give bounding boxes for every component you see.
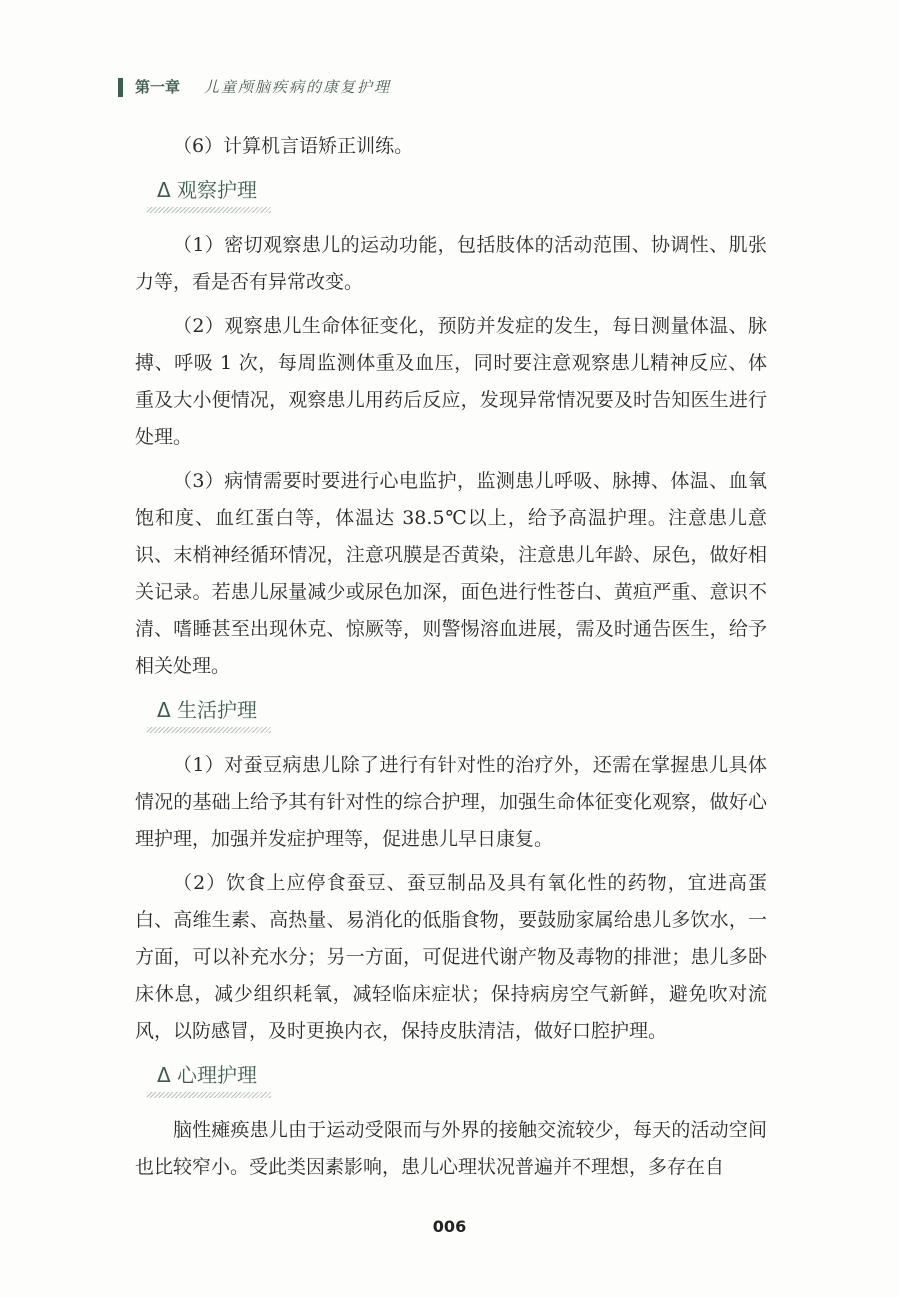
- chapter-label: 第一章: [135, 78, 181, 96]
- paragraph: （2）观察患儿生命体征变化，预防并发症的发生，每日测量体温、脉搏、呼吸 1 次，每周监测体重及血压，同时要注意观察患儿精神反应、体重及大小便情况，观察患儿用药后反应，发现异常情况要及时告知医生进行处理。: [135, 315, 767, 448]
- page-number: 006: [432, 1217, 467, 1236]
- section-heading-wrap: [135, 175, 767, 209]
- section-heading: Δ 观察护理: [157, 175, 257, 209]
- chapter-title: 儿童颅脑疾病的康复护理: [204, 78, 392, 96]
- section-heading: Δ 生活护理: [157, 695, 257, 729]
- paragraph: （1）对蚕豆病患儿除了进行有针对性的治疗外，还需在掌握患儿具体情况的基础上给予其有针对性的综合护理，加强生命体征变化观察，做好心理护理，加强并发症护理等，促进患儿早日康复。: [135, 754, 767, 850]
- paragraph: 脑性瘫痪患儿由于运动受限而与外界的接触交流较少，每天的活动空间也比较窄小。受此类因素影响，患儿心理状况普遍并不理想，多存在自: [135, 1119, 767, 1178]
- paragraph: （2）饮食上应停食蚕豆、蚕豆制品及具有氧化性的药物，宜进高蛋白、高维生素、高热量、易消化的低脂食物，要鼓励家属给患儿多饮水，一方面，可以补充水分；另一方面，可促进代谢产物及毒物的排泄；患儿多卧床休息，减少组织耗氧，减轻临床症状；保持病房空气新鲜，避免吹对流风，以防感冒，及时更换内衣，保持皮肤清洁，做好口腔护理。: [135, 872, 767, 1042]
- body-text: [135, 128, 767, 1193]
- section-heading-wrap: [135, 695, 767, 729]
- header-bar: [118, 78, 123, 97]
- paragraph: （3）病情需要时要进行心电监护，监测患儿呼吸、脉搏、体温、血氧饱和度、血红蛋白等，体温达 38.5℃以上，给予高温护理。注意患儿意识、末梢神经循环情况，注意巩膜是否黄染，注意患儿年龄、尿色，做好相关记录。若患儿尿量减少或尿色加深，面色进行性苍白、黄疸严重、意识不清、嗜睡甚至出现休克、惊厥等，则警惕溶血进展，需及时通告医生，给予相关处理。: [135, 470, 767, 677]
- paragraph: （1）密切观察患儿的运动功能，包括肢体的活动范围、协调性、肌张力等，看是否有异常改变。: [135, 234, 767, 293]
- section-heading: Δ 心理护理: [157, 1060, 257, 1094]
- paragraph: （6）计算机言语矫正训练。: [173, 135, 414, 157]
- section-heading-wrap: [135, 1060, 767, 1094]
- running-header: [118, 77, 899, 97]
